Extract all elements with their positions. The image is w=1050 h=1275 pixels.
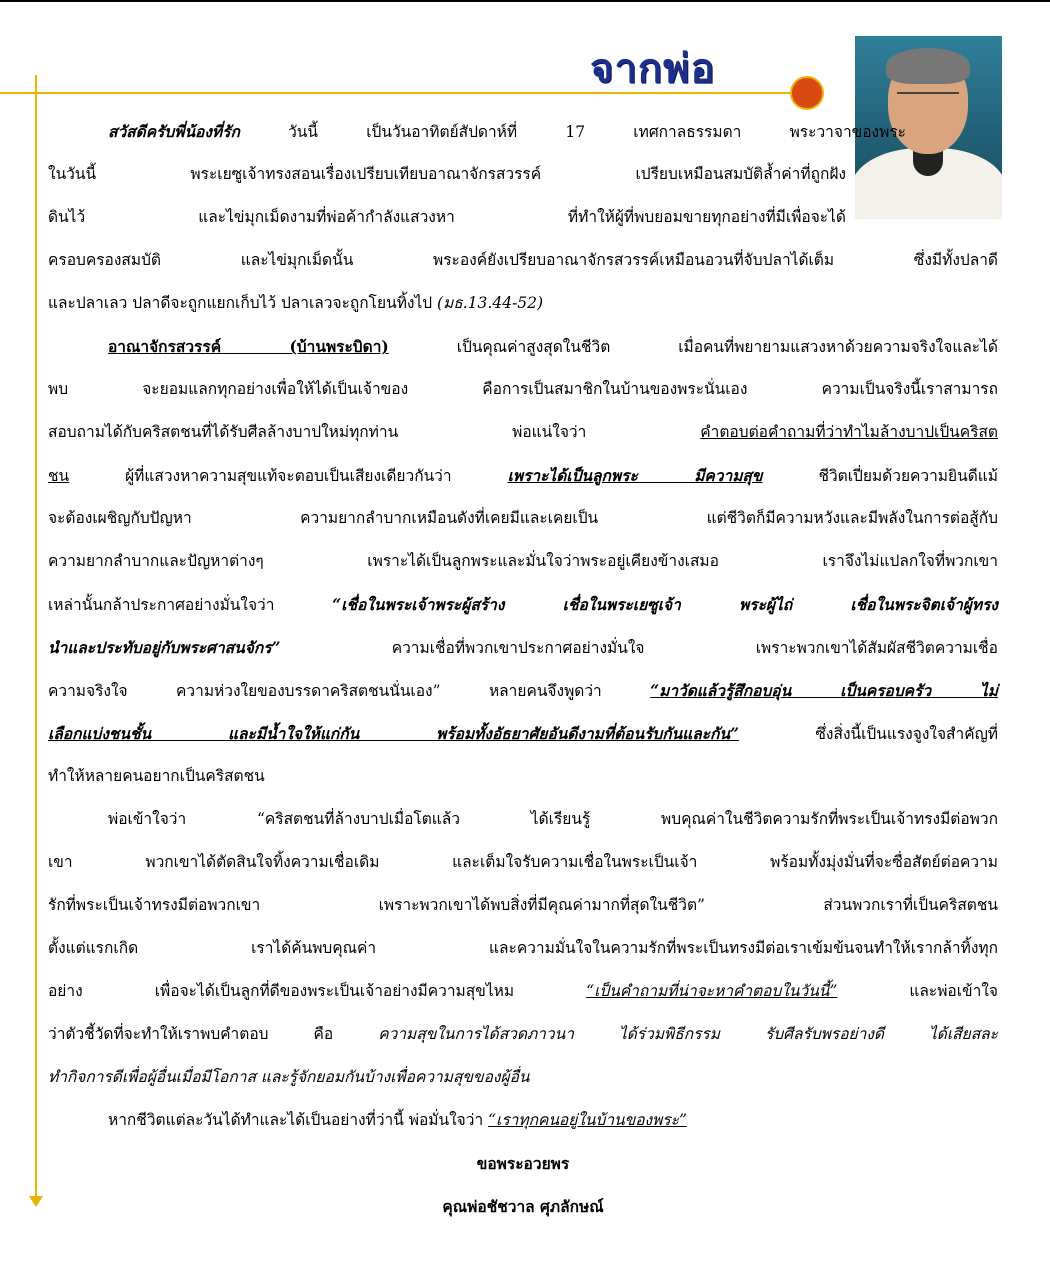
closing-quote: “เราทุกคนอยู่ในบ้านของพระ” [488, 1111, 687, 1129]
paragraph2-line [48, 454, 998, 497]
paragraph1-line [48, 282, 998, 325]
paragraph1-line: ครอบครองสมบัติ และไข่มุกเม็ดนั้น พระองค์ยังเปรียบอาณาจักรสวรรค์เหมือนอวนที่จับปลาได้เต็ม ซึ่งมีทั้งปลาดี [48, 251, 998, 269]
paragraph2-line [48, 669, 998, 712]
text-span: เป็นคุณค่าสูงสุดในชีวิต เมื่อคนที่พยายามแสวงหาด้วยความจริงใจและได้ [456, 338, 998, 356]
text-span: สอบถามได้กับคริสตชนที่ได้รับศีลล้างบาปใหม่ทุกท่าน พ่อแน่ใจว่า [48, 423, 587, 441]
paragraph3-line [48, 1013, 998, 1056]
paragraph3-line: รักที่พระเป็นเจ้าทรงมีต่อพวกเขา เพราะพวกเขาได้พบสิ่งที่มีคุณค่ามากที่สุดในชีวิต” ส่วนพวกเราที่เป็นคริสตชน [48, 896, 998, 914]
paragraph2-line [48, 325, 998, 368]
italic-span: ทำกิจการดีเพื่อผู้อื่นเมื่อมีโอกาส และรู้จักยอมกันบ้างเพื่อความสุขของผู้อื่น [48, 1068, 530, 1086]
signature: คุณพ่อชัชวาล ศุภลักษณ์ [442, 1197, 604, 1216]
paragraph4-line [48, 1099, 998, 1142]
text-span: ความจริงใจ ความห่วงใยของบรรดาคริสตชนนั่นเอง” หลายคนจึงพูดว่า [48, 682, 602, 700]
creed-quote: “เชื่อในพระเจ้าพระผู้สร้าง เชื่อในพระเยซูเจ้า พระผู้ไถ่ เชื่อในพระจิตเจ้าผู้ทรง [332, 595, 998, 614]
section-heading: อาณาจักรสวรรค์ (บ้านพระบิดา) [108, 337, 389, 356]
paragraph1-line [48, 110, 906, 153]
page-title: จากพ่อ [590, 45, 716, 92]
paragraph3-line [48, 1056, 998, 1099]
paragraph1-line: ในวันนี้ พระเยซูเจ้าทรงสอนเรื่องเปรียบเทียบอาณาจักรสวรรค์ เปรียบเหมือนสมบัติล้ำค่าที่ถูกฝัง [48, 165, 846, 183]
blessing: ขอพระอวยพร [476, 1154, 570, 1173]
paragraph2-line [48, 583, 998, 626]
text-span: ผู้ที่แสวงหาความสุขแท้จะตอบเป็นเสียงเดียวกันว่า [125, 467, 452, 485]
article-body [48, 110, 998, 1228]
text-span: และพ่อเข้าใจ [909, 982, 998, 1000]
text-span: ซึ่งสิ่งนี้เป็นแรงจูงใจสำคัญที่ [815, 725, 998, 743]
greeting: สวัสดีครับพี่น้องที่รัก [108, 122, 240, 141]
paragraph3-line: เขา พวกเขาได้ตัดสินใจทิ้งความเชื่อเดิม และเต็มใจรับความเชื่อในพระเป็นเจ้า พร้อมทั้งมุ่งมั่นที่จะซื่อสัตย์ต่อความ [48, 853, 998, 871]
paragraph2-line: พบ จะยอมแลกทุกอย่างเพื่อให้ได้เป็นเจ้าของ คือการเป็นสมาชิกในบ้านของพระนั่นเอง ความเป็นจริงนี้เราสามารถ [48, 380, 998, 398]
paragraph2-line [48, 626, 998, 669]
underlined-span: ชน [48, 467, 70, 485]
decorative-vertical-line [35, 75, 37, 1200]
text-span: และปลาเลว ปลาดีจะถูกแยกเก็บไว้ ปลาเลวจะถูกโยนทิ้งไป [48, 294, 433, 312]
text-span: ชีวิตเปี่ยมด้วยความยินดีแม้ [818, 467, 998, 485]
paragraph3-line: ตั้งแต่แรกเกิด เราได้ค้นพบคุณค่า และความมั่นใจในความรักที่พระเป็นทรงมีต่อเราเข้มข้นจนทำให้เรากล้าทิ้งทุก [48, 939, 998, 957]
emphasized-quote: เพราะได้เป็นลูกพระ มีความสุข [507, 466, 763, 485]
portrait-glasses [897, 92, 959, 108]
text-span: หากชีวิตแต่ละวันได้ทำและได้เป็นอย่างที่ว่านี้ พ่อมั่นใจว่า [108, 1111, 484, 1129]
text-span: ว่าตัวชี้วัดที่จะทำให้เราพบคำตอบ คือ [48, 1025, 334, 1043]
paragraph2-line: ทำให้หลายคนอยากเป็นคริสตชน [48, 767, 265, 785]
arrow-down-icon [29, 1196, 43, 1207]
paragraph2-line [48, 411, 998, 454]
top-border-line [0, 0, 1050, 2]
paragraph2-line: ความยากลำบากและปัญหาต่างๆ เพราะได้เป็นลูกพระและมั่นใจว่าพระอยู่เคียงข้างเสมอ เราจึงไม่แปลกใจที่พวกเขา [48, 552, 998, 570]
paragraph1-line: ดินไว้ และไข่มุกเม็ดงามที่พ่อค้ากำลังแสวงหา ที่ทำให้ผู้ที่พบยอมขายทุกอย่างที่มีเพื่อจะได้ [48, 208, 846, 226]
paragraph3-line: พ่อเข้าใจว่า “คริสตชนที่ล้างบาปเมื่อโตแล้ว ได้เรียนรู้ พบคุณค่าในชีวิตความรักที่พระเป็นเจ้าทรงมีต่อพวก [108, 810, 998, 828]
text-span: อย่าง เพื่อจะได้เป็นลูกที่ดีของพระเป็นเจ้าอย่างมีความสุขไหม [48, 982, 515, 1000]
portrait-hair [886, 48, 970, 84]
text-span: เหล่านั้นกล้าประกาศอย่างมั่นใจว่า [48, 596, 275, 614]
italic-span: ความสุขในการได้สวดภาวนา ได้ร่วมพิธีกรรม รับศีลรับพรอย่างดี ได้เสียสละ [378, 1025, 998, 1043]
emphasized-quote: เลือกแบ่งชนชั้น และมีน้ำใจให้แก่กัน พร้อมทั้งอัธยาศัยอันดีงามที่ต้อนรับกันและกัน” [48, 724, 739, 743]
paragraph2-line: จะต้องเผชิญกับปัญหา ความยากลำบากเหมือนดังที่เคยมีและเคยเป็น แต่ชีวิตก็มีความหวังและมีพลังในการต่อสู้กับ [48, 509, 998, 527]
paragraph2-line [48, 712, 998, 755]
text-span: ความเชื่อที่พวกเขาประกาศอย่างมั่นใจ เพราะพวกเขาได้สัมผัสชีวิตความเชื่อ [391, 639, 998, 657]
creed-quote: นำและประทับอยู่กับพระศาสนจักร” [48, 638, 281, 657]
paragraph3-line [48, 970, 998, 1013]
question-quote: “เป็นคำถามที่น่าจะหาคำตอบในวันนี้” [586, 982, 838, 1000]
underlined-span: คำตอบต่อคำถามที่ว่าทำไมล้างบาปเป็นคริสต [700, 423, 998, 441]
scripture-reference: (มธ.13.44-52) [437, 294, 544, 312]
emphasized-quote: “มาวัดแล้วรู้สึกอบอุ่น เป็นครอบครัว ไม่ [650, 681, 998, 700]
text-span: วันนี้ เป็นวันอาทิตย์สัปดาห์ที่ 17 เทศกาลธรรมดา พระวาจาของพระ [288, 123, 906, 141]
decorative-dot [790, 76, 824, 110]
